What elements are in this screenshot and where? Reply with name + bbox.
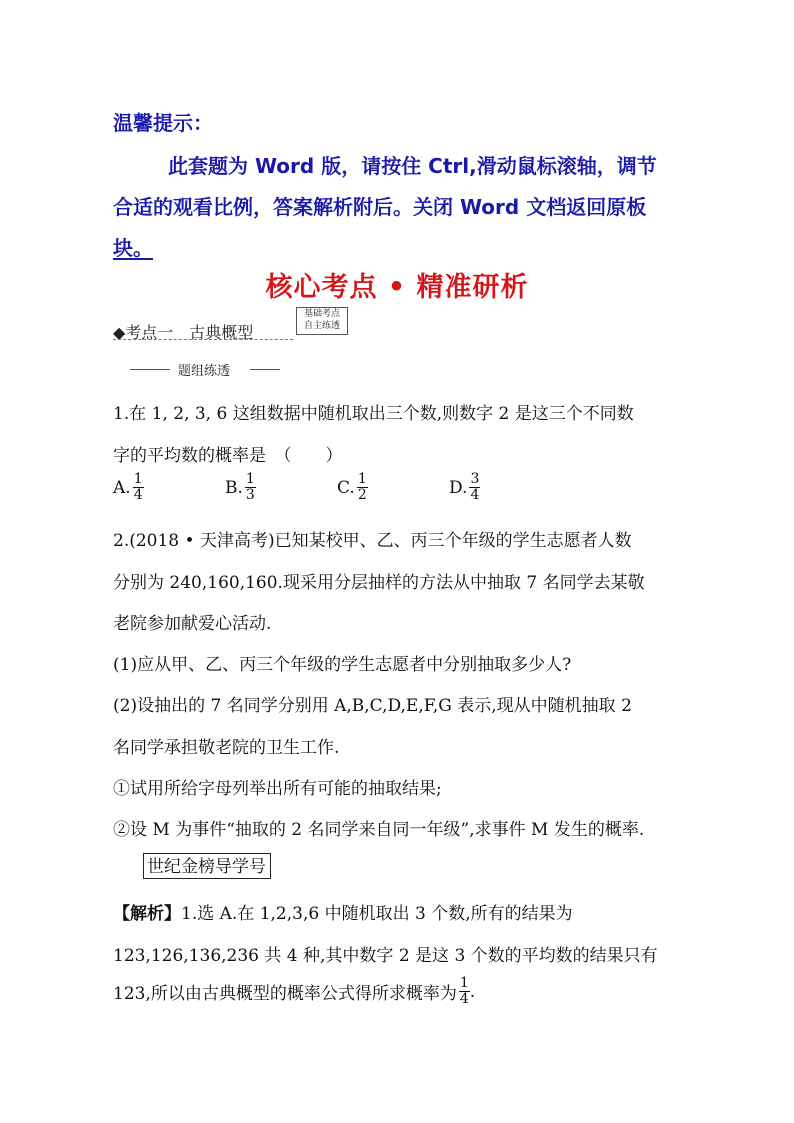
option-letter: A. — [113, 477, 131, 498]
drill-label — [178, 360, 230, 379]
option-letter: D. — [449, 477, 468, 498]
option-fraction — [245, 472, 256, 503]
fraction-denominator: 2 — [357, 487, 367, 503]
fraction-denominator: 4 — [133, 487, 143, 503]
option-fraction — [469, 472, 480, 503]
tip-line-3: 块。 — [113, 236, 153, 260]
q2-sub-2-line-2: 名同学承担敬老院的卫生工作. — [113, 738, 340, 758]
badge-line-1: 基础考点 — [303, 309, 340, 319]
q2-line-1: 2.(2018 • 天津高考)已知某校甲、乙、丙三个年级的学生志愿者人数 — [113, 531, 632, 551]
q1-option-d — [449, 472, 480, 503]
q2-sub-2-i: ①试用所给字母列举出所有可能的抽取结果; — [113, 779, 442, 799]
badge-line-2: 自主练透 — [303, 321, 340, 331]
topic-label: ◆考点一 古典概型 — [113, 323, 254, 342]
q2-line-3: 老院参加献爱心活动. — [113, 614, 272, 634]
topic-badge — [296, 307, 348, 335]
option-letter: B. — [225, 477, 243, 498]
answer-line-2: 123,126,136,236 共 4 种,其中数字 2 是这 3 个数的平均数的结果只有 — [113, 946, 658, 966]
fraction-denominator: 4 — [459, 991, 469, 1007]
option-fraction — [357, 472, 368, 503]
q1-option-b — [225, 472, 256, 503]
fraction-denominator: 3 — [245, 487, 255, 503]
answer-line-1-text: 1.选 A.在 1,2,3,6 中随机取出 3 个数,所有的结果为 — [181, 904, 573, 924]
topic-underline — [113, 339, 293, 340]
q1-line-1: 1.在 1, 2, 3, 6 这组数据中随机取出三个数,则数字 2 是这三个不同数 — [113, 404, 634, 424]
answer-line-3-end: . — [469, 981, 476, 1002]
option-fraction — [133, 472, 144, 503]
answer-line-1 — [113, 899, 573, 924]
tip-line-2: 合适的观看比例，答案解析附后。关闭 Word 文档返回原板 — [113, 195, 647, 219]
answer-fraction — [459, 976, 470, 1007]
section-heading: 核心考点 • 精准研析 — [265, 272, 529, 303]
q2-sub-2-line-1: (2)设抽出的 7 名同学分别用 A,B,C,D,E,F,G 表示,现从中随机抽取 2 — [113, 696, 632, 716]
fraction-numerator: 1 — [459, 975, 469, 991]
fraction-numerator: 1 — [245, 471, 255, 487]
q1-option-a — [113, 472, 144, 503]
option-letter: C. — [337, 477, 355, 498]
fraction-numerator: 1 — [133, 471, 143, 487]
tip-title: 温馨提示： — [113, 111, 213, 135]
fraction-numerator: 3 — [470, 471, 480, 487]
answer-tag: 【解析】 — [113, 904, 181, 924]
drill-divider-left — [130, 369, 170, 370]
answer-line-3-text: 123,所以由古典概型的概率公式得所求概率为 — [113, 984, 457, 1004]
drill-label-text: 题组练透 — [178, 364, 231, 379]
brand-box: 世纪金榜导学号 — [143, 853, 271, 879]
drill-divider-right — [250, 369, 280, 370]
q1-option-c — [337, 472, 368, 503]
answer-line-3 — [113, 976, 475, 1007]
q1-line-2: 字的平均数的概率是 （ ） — [113, 446, 343, 466]
tip-line-1: 此套题为 Word 版，请按住 Ctrl,滑动鼠标滚轴，调节 — [168, 154, 657, 178]
fraction-denominator: 4 — [470, 487, 480, 503]
fraction-numerator: 1 — [357, 471, 367, 487]
q2-sub-1: (1)应从甲、乙、丙三个年级的学生志愿者中分别抽取多少人? — [113, 655, 572, 675]
q2-line-2: 分别为 240,160,160.现采用分层抽样的方法从中抽取 7 名同学去某敬 — [113, 573, 645, 593]
q2-sub-2-ii: ②设 M 为事件“抽取的 2 名同学来自同一年级”,求事件 M 发生的概率. — [113, 820, 645, 840]
